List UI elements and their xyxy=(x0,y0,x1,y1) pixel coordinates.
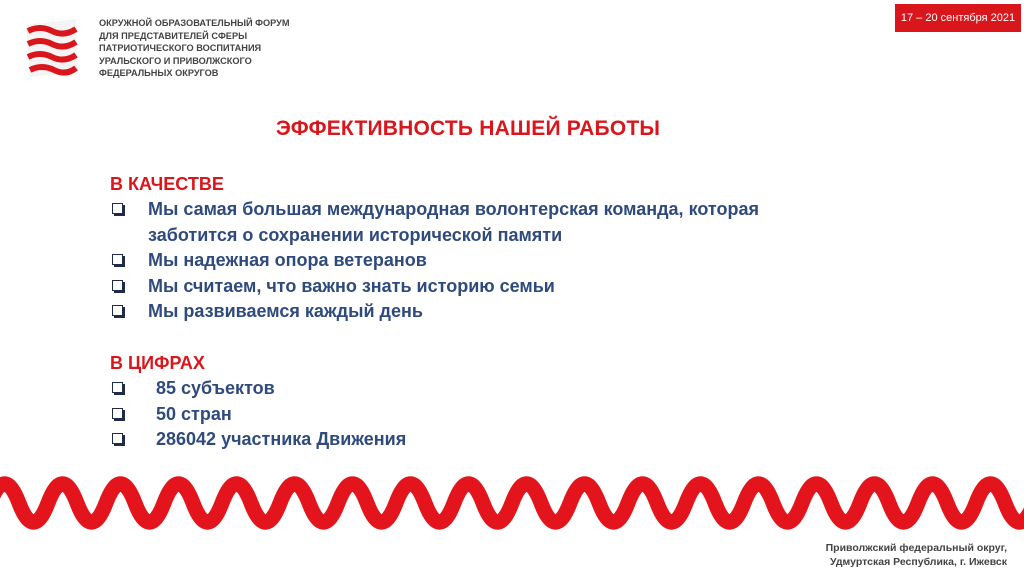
forum-name-line: ОКРУЖНОЙ ОБРАЗОВАТЕЛЬНЫЙ ФОРУМ xyxy=(99,18,290,28)
list-item-text: 286042 участника Движения xyxy=(156,429,407,449)
list-item xyxy=(110,274,830,300)
list-item-text: Мы надежная опора ветеранов xyxy=(148,250,427,270)
region-line: Приволжский федеральный округ, xyxy=(825,542,1007,554)
list-item-text: 50 стран xyxy=(156,403,232,424)
list-item xyxy=(110,299,830,325)
numbers-section xyxy=(110,351,830,453)
list-item xyxy=(110,197,830,248)
list-item xyxy=(110,402,830,428)
forum-logo-icon xyxy=(22,17,80,79)
checkbox-bullet-icon xyxy=(112,254,123,265)
quality-section xyxy=(110,172,830,325)
list-item-text: 85 субъектов xyxy=(156,378,275,398)
region-line: Удмуртская Республика, г. Ижевск xyxy=(829,556,1007,568)
list-item xyxy=(110,248,830,274)
list-item-text: Мы развиваемся каждый день xyxy=(148,301,423,321)
slide-title: ЭФФЕКТИВНОСТЬ НАШЕЙ РАБОТЫ xyxy=(275,117,661,140)
list-item xyxy=(110,376,830,402)
checkbox-bullet-icon xyxy=(112,280,123,291)
quality-heading: В КАЧЕСТВЕ xyxy=(110,174,224,194)
list-item-text: Мы самая большая международная волонтерская команда, которая заботится о сохранении исторической памяти xyxy=(148,199,759,245)
list-item xyxy=(110,427,830,453)
checkbox-bullet-icon xyxy=(112,203,123,214)
region-caption xyxy=(826,541,1007,569)
decorative-wave xyxy=(0,463,1024,543)
list-item-text: Мы считаем, что важно знать историю семьи xyxy=(148,275,555,296)
checkbox-bullet-icon xyxy=(112,305,123,316)
date-badge: 17 – 20 сентября 2021 xyxy=(895,4,1021,32)
checkbox-bullet-icon xyxy=(112,382,123,393)
numbers-heading: В ЦИФРАХ xyxy=(110,353,205,373)
forum-name xyxy=(99,17,329,80)
forum-name-line: ФЕДЕРАЛЬНЫХ ОКРУГОВ xyxy=(99,68,219,79)
forum-name-line: ПАТРИОТИЧЕСКОГО ВОСПИТАНИЯ xyxy=(99,43,262,54)
forum-name-line: ДЛЯ ПРЕДСТАВИТЕЛЕЙ СФЕРЫ xyxy=(99,30,248,41)
checkbox-bullet-icon xyxy=(112,433,123,444)
forum-name-line: УРАЛЬСКОГО И ПРИВОЛЖСКОГО xyxy=(99,55,252,66)
checkbox-bullet-icon xyxy=(112,408,123,419)
